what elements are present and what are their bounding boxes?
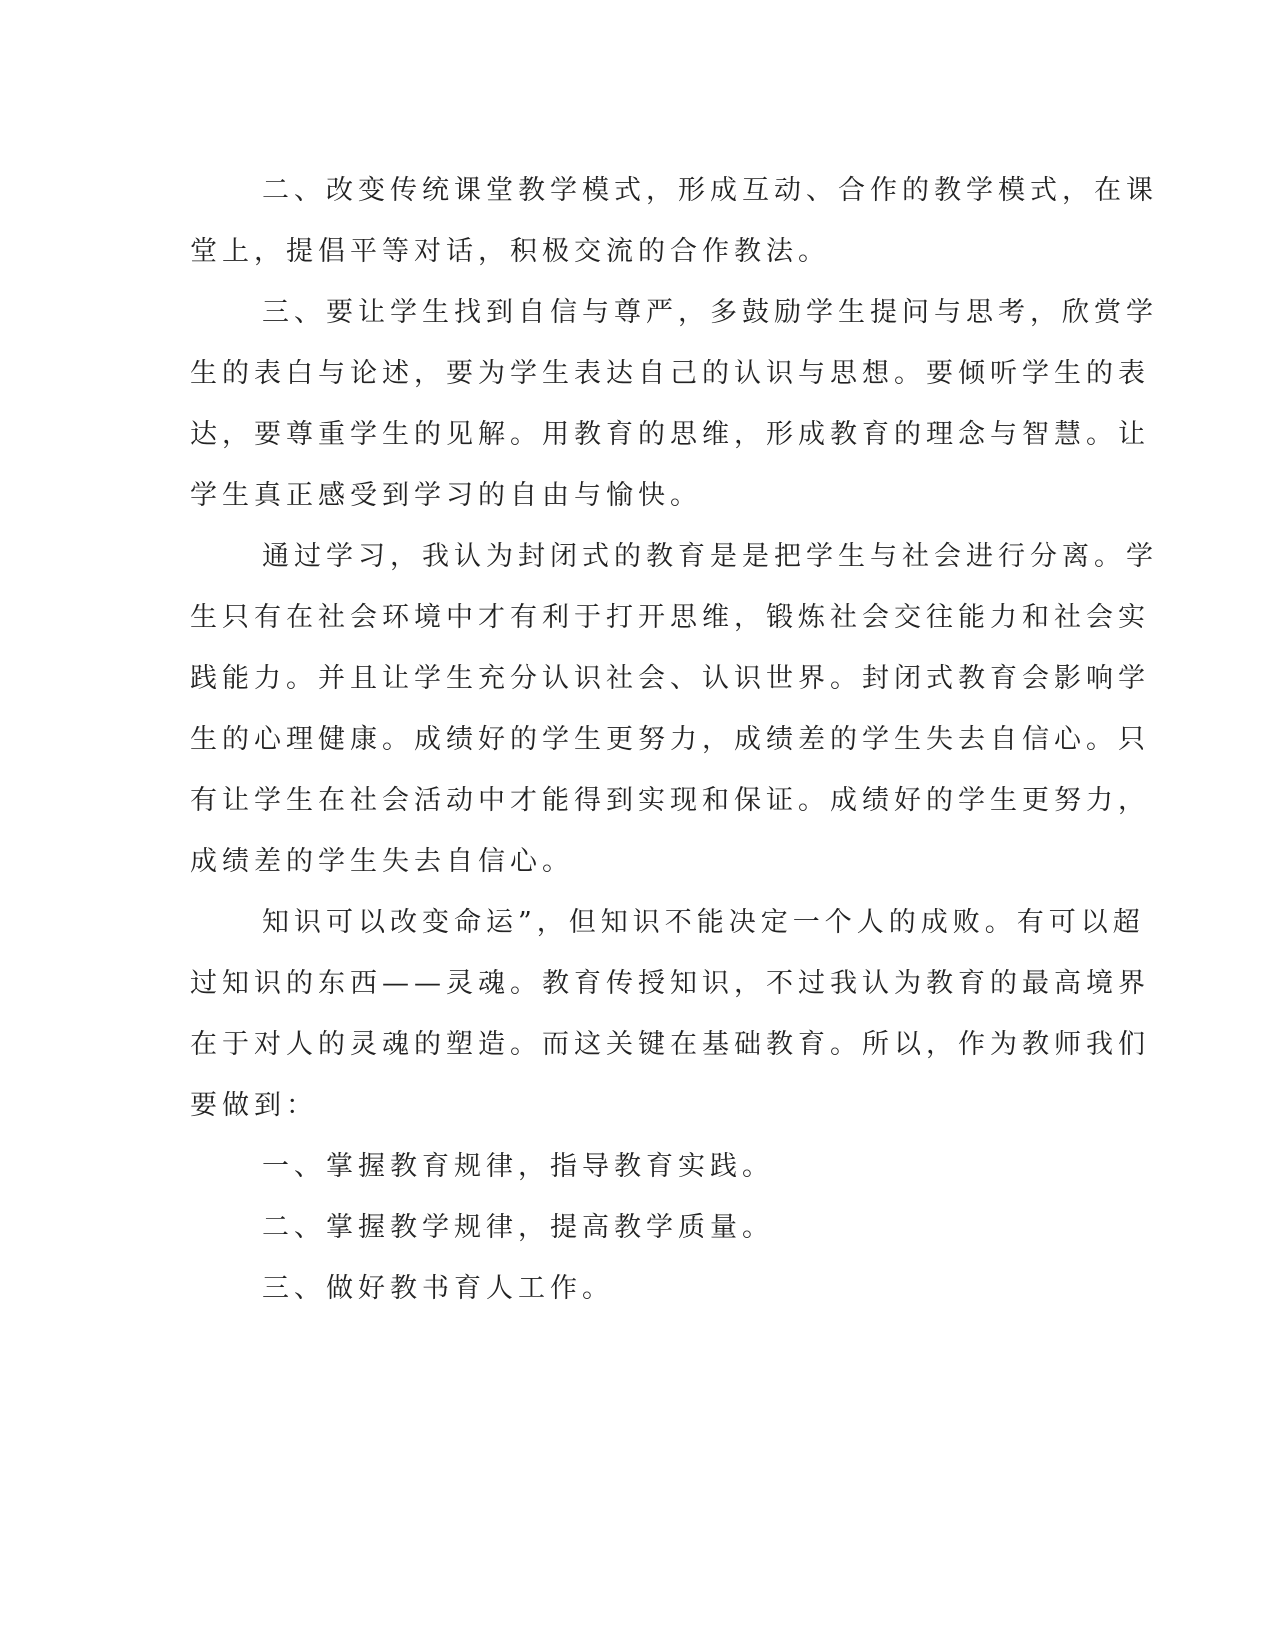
text-line: 二、改变传统课堂教学模式，形成互动、合作的教学模式，在课 bbox=[262, 175, 1158, 206]
text-line: 三、要让学生找到自信与尊严，多鼓励学生提问与思考，欣赏学 bbox=[262, 297, 1158, 328]
list-item-education-rules bbox=[190, 1136, 1080, 1197]
text-line: 堂上，提倡平等对话，积极交流的合作教法。 bbox=[190, 236, 830, 267]
document-body bbox=[190, 160, 1158, 1319]
text-line: 三、做好教书育人工作。 bbox=[262, 1273, 614, 1304]
text-line: 生的表白与论述，要为学生表达自己的认识与思想。要倾听学生的表 bbox=[190, 358, 1150, 389]
text-line: 达，要尊重学生的见解。用教育的思维，形成教育的理念与智慧。让 bbox=[190, 419, 1150, 450]
text-line: 成绩差的学生失去自信心。 bbox=[190, 846, 574, 877]
text-line: 过知识的东西——灵魂。教育传授知识，不过我认为教育的最高境界 bbox=[190, 968, 1150, 999]
text-line: 知识可以改变命运”，但知识不能决定一个人的成败。有可以超 bbox=[262, 907, 1145, 938]
paragraph-classroom-model bbox=[190, 160, 1158, 282]
text-line: 生的心理健康。成绩好的学生更努力，成绩差的学生失去自信心。只 bbox=[190, 724, 1150, 755]
text-line: 生只有在社会环境中才有利于打开思维，锻炼社会交往能力和社会实 bbox=[190, 602, 1150, 633]
text-line: 学生真正感受到学习的自由与愉快。 bbox=[190, 480, 702, 511]
paragraph-closed-education bbox=[190, 526, 1158, 892]
text-line: 要做到： bbox=[190, 1090, 318, 1121]
text-line: 在于对人的灵魂的塑造。而这关键在基础教育。所以，作为教师我们 bbox=[190, 1029, 1150, 1060]
list-item-teaching-work bbox=[190, 1258, 1080, 1319]
list-item-teaching-rules bbox=[190, 1197, 1080, 1258]
text-line: 践能力。并且让学生充分认识社会、认识世界。封闭式教育会影响学 bbox=[190, 663, 1150, 694]
text-line: 一、掌握教育规律，指导教育实践。 bbox=[262, 1151, 774, 1182]
paragraph-knowledge-soul bbox=[190, 892, 1150, 1136]
paragraph-student-confidence bbox=[190, 282, 1158, 526]
text-line: 二、掌握教学规律，提高教学质量。 bbox=[262, 1212, 774, 1243]
text-line: 有让学生在社会活动中才能得到实现和保证。成绩好的学生更努力， bbox=[190, 785, 1150, 816]
text-line: 通过学习，我认为封闭式的教育是是把学生与社会进行分离。学 bbox=[262, 541, 1158, 572]
